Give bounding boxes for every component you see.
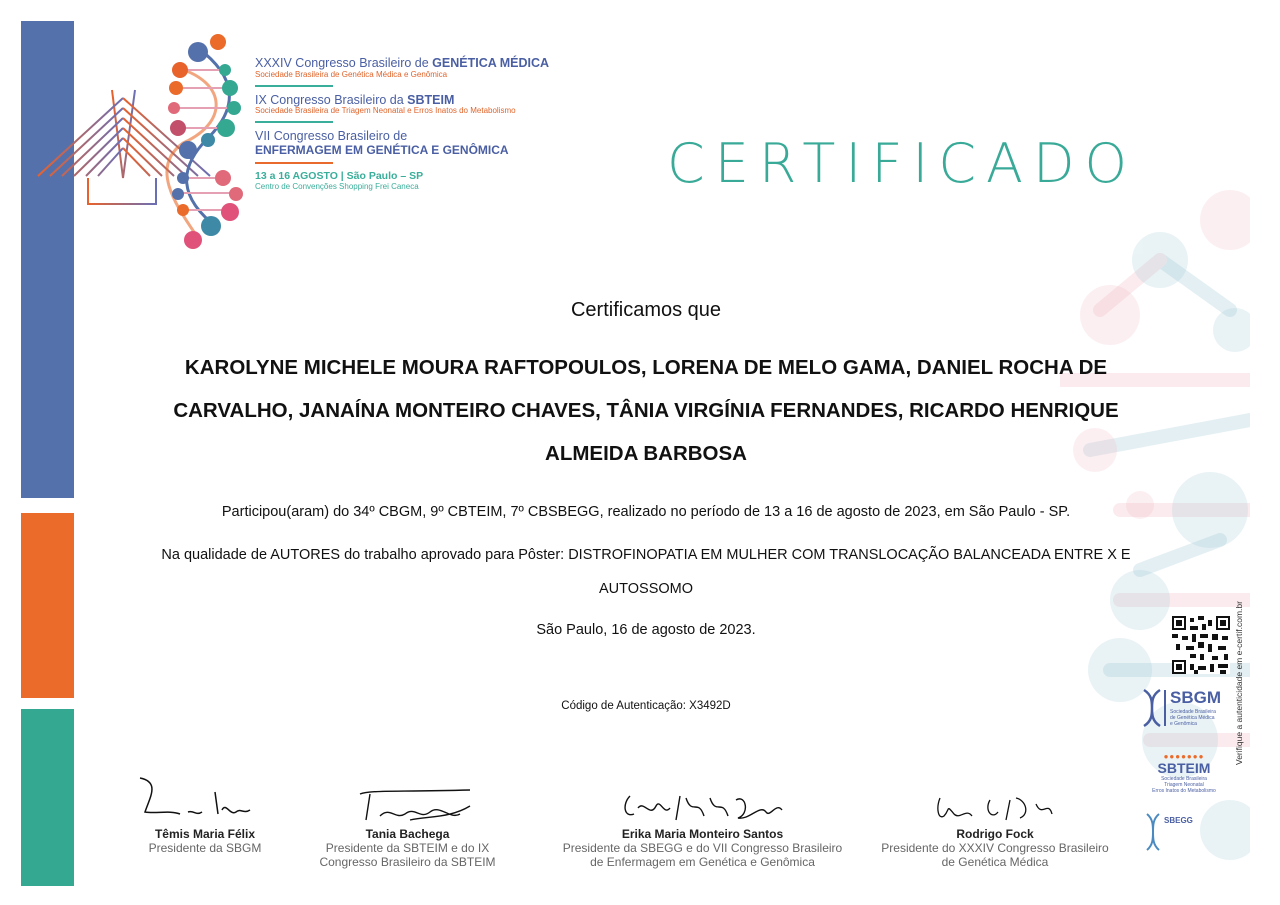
sbegg-dna-icon: [1144, 812, 1162, 852]
sbegg-logo: [1144, 812, 1222, 854]
event-line-2: IX Congresso Brasileiro da SBTEIM: [255, 92, 455, 107]
event-line-3-bold: ENFERMAGEM EM GENÉTICA E GENÔMICA: [255, 142, 509, 157]
event-logo-icon: [28, 28, 258, 253]
sbgm-sub: Sociedade Brasileira de Genética Médica e Genômica: [1170, 709, 1216, 727]
certificate-title: CERTIFICADO: [667, 132, 1138, 195]
sbegg-label: SBEGG: [1164, 816, 1193, 825]
event-line-3: VII Congresso Brasileiro de: [255, 129, 408, 144]
signature-block-3: [560, 790, 845, 869]
sbteim-label: SBTEIM: [1157, 760, 1211, 776]
signer-role-1: Presidente da SBGM: [148, 841, 262, 855]
signature-2-icon: [310, 786, 505, 822]
signer-role-3b: de Enfermagem em Genética e Genômica: [590, 855, 815, 869]
signer-role-2b: Congresso Brasileiro da SBTEIM: [319, 855, 496, 869]
dna-icon: [1140, 688, 1164, 728]
recipient-names: KAROLYNE MICHELE MOURA RAFTOPOULOS, LORENA DE MELO GAMA, DANIEL ROCHA DE CARVALHO, JANAÍNA MONTEIRO CHAVES, TÂNIA VIRGÍNIA FERNANDES, RICARDO HENRIQUE ALMEIDA BARBOSA: [173, 356, 1119, 465]
intro-text: Certificamos que: [570, 299, 722, 321]
signer-role-3a: Presidente da SBEGG e do VII Congresso Brasileiro: [562, 841, 843, 855]
quality-text: Na qualidade de AUTORES do trabalho aprovado para Pôster: DISTROFINOPATIA EM MULHER COM TRANSLOCAÇÃO BALANCEADA ENTRE X E AUTOSSOMO: [161, 547, 1131, 597]
signer-role-2a: Presidente da SBTEIM e do IX: [325, 841, 490, 855]
signer-name-3: Erika Maria Monteiro Santos: [621, 827, 784, 841]
sbgm-logo: [1140, 688, 1235, 730]
event-line-2-sub: Sociedade Brasileira de Triagem Neonatal e Erros Inatos do Metabolismo: [255, 106, 516, 116]
event-line-1: XXXIV Congresso Brasileiro de GENÉTICA MÉDICA: [255, 56, 550, 70]
left-bar-orange: [21, 513, 74, 698]
signature-block-4: [880, 794, 1110, 869]
signer-role-4a: Presidente do XXXIV Congresso Brasileiro: [881, 841, 1109, 855]
signature-block-1: [130, 772, 280, 855]
sbgm-label: SBGM: [1170, 688, 1221, 707]
signature-4-icon: [880, 794, 1110, 822]
signature-1-icon: [130, 772, 280, 822]
event-venue: Centro de Convenções Shopping Frei Caneca: [255, 181, 419, 191]
event-logo-text: [255, 57, 575, 191]
verify-link[interactable]: Verifique a autenticidade em e-certif.com.br: [1234, 601, 1244, 765]
auth-code: Código de Autenticação: X3492D: [561, 700, 731, 712]
qr-code-icon[interactable]: [1172, 616, 1230, 674]
sbteim-sub: Sociedade Brasileira Triagem Neonatal Erros Inatos do Metabolismo: [1152, 776, 1216, 794]
sbteim-dots-icon: ●●●●●●●: [1163, 752, 1205, 761]
signer-name-1: Têmis Maria Félix: [154, 827, 256, 841]
signature-3-icon: [560, 790, 845, 822]
signer-role-4b: de Genética Médica: [941, 855, 1049, 869]
issue-date: São Paulo, 16 de agosto de 2023.: [536, 622, 756, 638]
signature-block-2: [310, 786, 505, 869]
event-line-1-sub: Sociedade Brasileira de Genética Médica e Genômica: [255, 69, 448, 79]
participation-text: Participou(aram) do 34º CBGM, 9º CBTEIM, 7º CBSBEGG, realizado no período de 13 a 16 de agosto de 2023, em São Paulo - SP.: [221, 504, 1071, 520]
left-bar-teal: [21, 709, 74, 886]
sbteim-logo: [1148, 752, 1220, 798]
event-dates: 13 a 16 AGOSTO | São Paulo – SP: [255, 170, 424, 183]
signer-name-2: Tania Bachega: [365, 827, 450, 841]
signer-name-4: Rodrigo Fock: [956, 827, 1034, 841]
